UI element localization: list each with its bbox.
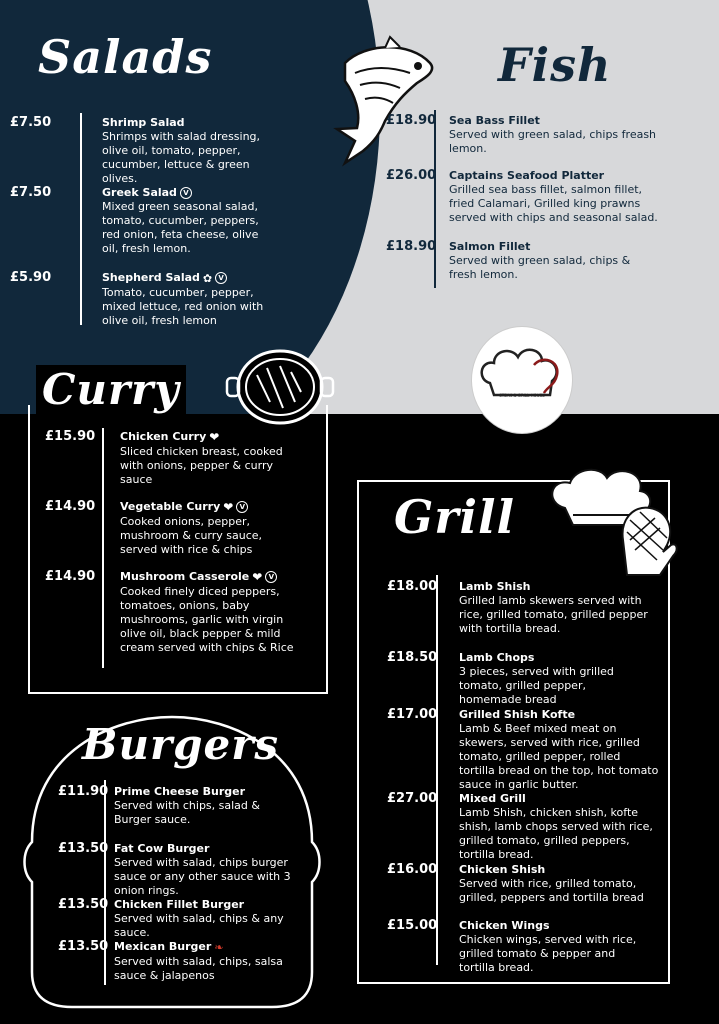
grill-title: Grill — [390, 490, 519, 544]
salads-divider — [80, 113, 82, 325]
logo — [471, 326, 573, 434]
oven-mitt-icon — [615, 500, 680, 580]
veg-icon: V — [215, 272, 227, 284]
fish-icon — [325, 33, 445, 168]
item-name: Prime Cheese Burger — [114, 785, 246, 798]
item-price: £13.50 — [58, 939, 109, 954]
fish-title: Fish — [498, 38, 612, 92]
item-price: £13.50 — [58, 841, 109, 856]
item-name: Shepherd Salad — [102, 271, 200, 284]
item-name: Grilled Shish Kofte — [459, 708, 576, 721]
item-desc: Tomato, cucumber, pepper, mixed lettuce, red onion with olive oil, fresh lemon — [102, 285, 264, 327]
curry-divider — [102, 428, 104, 668]
item-desc: 3 pieces, served with grilled tomato, grilled pepper, homemade bread — [459, 665, 614, 706]
burgers-title: Burgers — [82, 720, 280, 769]
item-name: Lamb Chops — [459, 651, 535, 664]
item-desc: Mixed green seasonal salad, tomato, cucumber, peppers, red onion, feta cheese, olive oil, fresh lemon. — [102, 200, 259, 255]
veg-icon: V — [236, 501, 248, 513]
item-price: £15.00 — [387, 918, 438, 933]
item-price: £26.00 — [386, 168, 437, 183]
item-desc: Served with salad, chips & any sauce. — [114, 912, 284, 939]
item-price: £18.50 — [387, 650, 438, 665]
item-desc: Served with chips, salad & Burger sauce. — [114, 799, 260, 826]
item-name: Vegetable Curry — [120, 500, 221, 513]
item-name: Lamb Shish — [459, 580, 531, 593]
veg-icon: V — [265, 571, 277, 583]
item-name: Shrimp Salad — [102, 116, 185, 129]
item-price: £11.90 — [58, 784, 109, 799]
heart-icon: ❤ — [223, 499, 234, 514]
item-price: £17.00 — [387, 707, 438, 722]
logo-text: STEAK & GRILL HOUSE — [499, 393, 545, 398]
heart-icon: ❤ — [209, 429, 220, 444]
item-price: £18.00 — [387, 579, 438, 594]
item-desc: Served with rice, grilled tomato, grilled, peppers and tortilla bread — [459, 877, 644, 904]
item-name: Mixed Grill — [459, 792, 526, 805]
item-price: £13.50 — [58, 897, 109, 912]
item-desc: Lamb Shish, chicken shish, kofte shish, lamb chops served with rice, grilled tomato, grilled peppers, tortilla bread. — [459, 806, 653, 861]
item-price: £18.90 — [386, 113, 437, 128]
item-name: Chicken Fillet Burger — [114, 898, 245, 911]
item-name: Salmon Fillet — [449, 240, 531, 253]
burgers-divider — [104, 780, 106, 985]
chili-icon: ❧ — [214, 940, 224, 954]
item-price: £14.90 — [45, 499, 96, 514]
item-desc: Served with green salad, chips & fresh lemon. — [449, 254, 631, 281]
item-name: Chicken Shish — [459, 863, 546, 876]
item-desc: Served with salad, chips burger sauce or any other sauce with 3 onion rings. — [114, 856, 291, 897]
item-name: Captains Seafood Platter — [449, 169, 605, 182]
veg-icon: V — [180, 187, 192, 199]
item-name: Greek Salad — [102, 186, 177, 199]
item-price: £7.50 — [10, 115, 52, 130]
item-desc: Served with green salad, chips freash lemon. — [449, 128, 657, 155]
item-price: £5.90 — [10, 270, 52, 285]
heart-icon: ❤ — [252, 569, 263, 584]
item-desc: Lamb & Beef mixed meat on skewers, served with rice, grilled tomato, grilled pepper, rolled tortilla bread on the top, hot tomato sauce in garlic butter. — [459, 722, 659, 791]
item-price: £14.90 — [45, 569, 96, 584]
item-desc: Cooked onions, pepper, mushroom & curry sauce, served with rice & chips — [120, 514, 263, 556]
item-price: £15.90 — [45, 429, 96, 444]
item-price: £16.00 — [387, 862, 438, 877]
item-desc: Served with salad, chips, salsa sauce & jalapenos — [114, 954, 283, 982]
item-desc: Sliced chicken breast, cooked with onions, pepper & curry sauce — [120, 444, 283, 486]
item-price: £7.50 — [10, 185, 52, 200]
leaf-icon: ✿ — [202, 271, 213, 285]
item-name: Chicken Wings — [459, 919, 550, 932]
item-name: Mexican Burger — [114, 940, 212, 953]
salads-title: Salads — [38, 30, 213, 84]
pot-icon — [225, 340, 335, 435]
item-desc: Grilled lamb skewers served with rice, grilled tomato, grilled pepper with tortilla bread. — [459, 594, 648, 635]
chef-logo-icon — [472, 335, 572, 415]
item-price: £18.90 — [386, 239, 437, 254]
fish-divider — [434, 110, 436, 288]
item-name: Sea Bass Fillet — [449, 114, 540, 127]
item-desc: Chicken wings, served with rice, grilled tomato & pepper and tortilla bread. — [459, 933, 637, 974]
item-desc: Cooked finely diced peppers, tomatoes, onions, baby mushrooms, garlic with virgin olive oil, black pepper & mild cream served with chips & Rice — [120, 584, 294, 654]
item-desc: Grilled sea bass fillet, salmon fillet, fried Calamari, Grilled king prawns served with chips and seasonal salad. — [449, 183, 658, 224]
curry-title: Curry — [36, 365, 186, 414]
item-desc: Shrimps with salad dressing, olive oil, tomato, pepper, cucumber, lettuce & green olives. — [102, 130, 261, 185]
grill-divider — [436, 575, 438, 965]
item-price: £27.00 — [387, 791, 438, 806]
item-name: Mushroom Casserole — [120, 570, 250, 583]
item-name: Chicken Curry — [120, 430, 207, 443]
item-name: Fat Cow Burger — [114, 842, 210, 855]
